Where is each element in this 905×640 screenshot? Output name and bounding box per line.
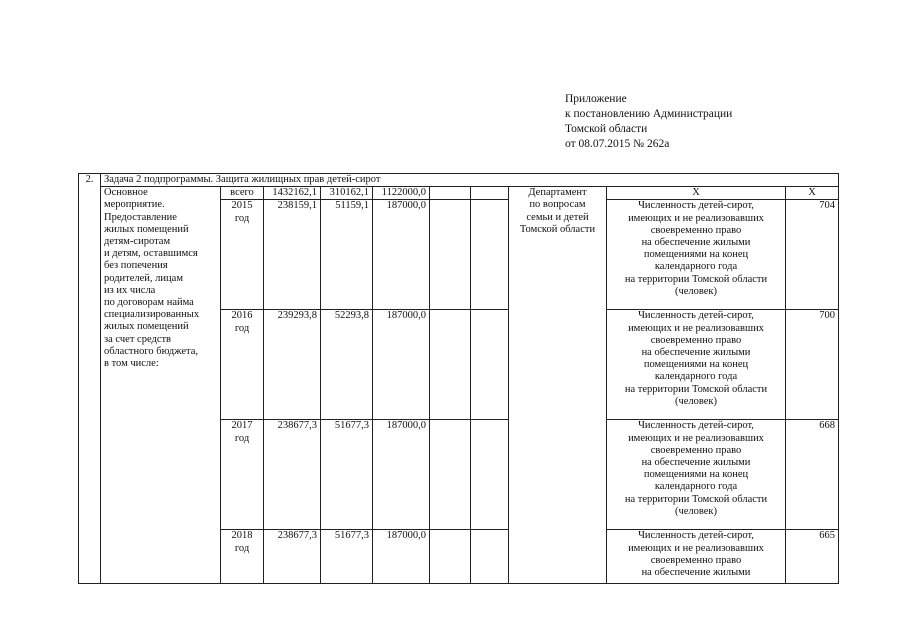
empty-cell [471,530,509,584]
empty-cell [471,200,509,310]
sum-federal: 310162,1 [321,187,373,200]
task-row [79,174,839,187]
program-table [78,173,839,584]
empty-cell [430,310,471,420]
federal-2017: 51677,3 [321,420,373,530]
empty-cell [471,420,509,530]
value-2018: 665 [786,530,839,584]
regional-2018: 187000,0 [373,530,430,584]
value-2016: 700 [786,310,839,420]
task-number: 2. [79,174,101,584]
federal-2015: 51159,1 [321,200,373,310]
indicator-2015: Численность детей-сирот, имеющих и не реализовавших своевременно право на обеспечение жилыми помещениями на конец календарного года на территории Томской области (человек) [607,200,786,310]
annex-region: Томской области [565,123,648,135]
period-2018: 2018 год [221,530,264,584]
annex-date: от 08.07.2015 № 262а [565,138,670,150]
total-2018: 238677,3 [264,530,321,584]
value-2017: 668 [786,420,839,530]
value-total: Х [786,187,839,200]
sum-total: 1432162,1 [264,187,321,200]
empty-cell [430,200,471,310]
executor: Департамент по вопросам семьи и детей Томской области [509,187,607,584]
value-2015: 704 [786,200,839,310]
regional-2016: 187000,0 [373,310,430,420]
empty-cell [430,187,471,200]
total-2015: 238159,1 [264,200,321,310]
empty-cell [430,420,471,530]
period-2017: 2017 год [221,420,264,530]
period-2016: 2016 год [221,310,264,420]
task-title: Задача 2 подпрограммы. Защита жилищных прав детей-сирот [101,174,839,187]
annex-title: Приложение [565,93,627,105]
empty-cell [471,310,509,420]
total-2016: 239293,8 [264,310,321,420]
empty-cell [430,530,471,584]
measure-description: Основное мероприятие. Предоставление жилых помещений детям-сиротам и детям, оставшимся без попечения родителей, лицам из их числа по договорам найма специализированных жилых помещений за счет средств областного бюджета, в том числе: [101,187,221,584]
indicator-total: Х [607,187,786,200]
empty-cell [471,187,509,200]
annex-header [565,92,732,152]
period-2015: 2015 год [221,200,264,310]
indicator-2017: Численность детей-сирот, имеющих и не реализовавших своевременно право на обеспечение жилыми помещениями на конец календарного года на территории Томской области (человек) [607,420,786,530]
indicator-2018: Численность детей-сирот, имеющих и не реализовавших своевременно право на обеспечение жилыми [607,530,786,584]
regional-2017: 187000,0 [373,420,430,530]
federal-2016: 52293,8 [321,310,373,420]
period-total: всего [221,187,264,200]
regional-2015: 187000,0 [373,200,430,310]
sum-regional: 1122000,0 [373,187,430,200]
total-2017: 238677,3 [264,420,321,530]
indicator-2016: Численность детей-сирот, имеющих и не реализовавших своевременно право на обеспечение жилыми помещениями на конец календарного года на территории Томской области (человек) [607,310,786,420]
table-row-total [79,187,839,200]
federal-2018: 51677,3 [321,530,373,584]
annex-resolution: к постановлению Администрации [565,108,733,120]
